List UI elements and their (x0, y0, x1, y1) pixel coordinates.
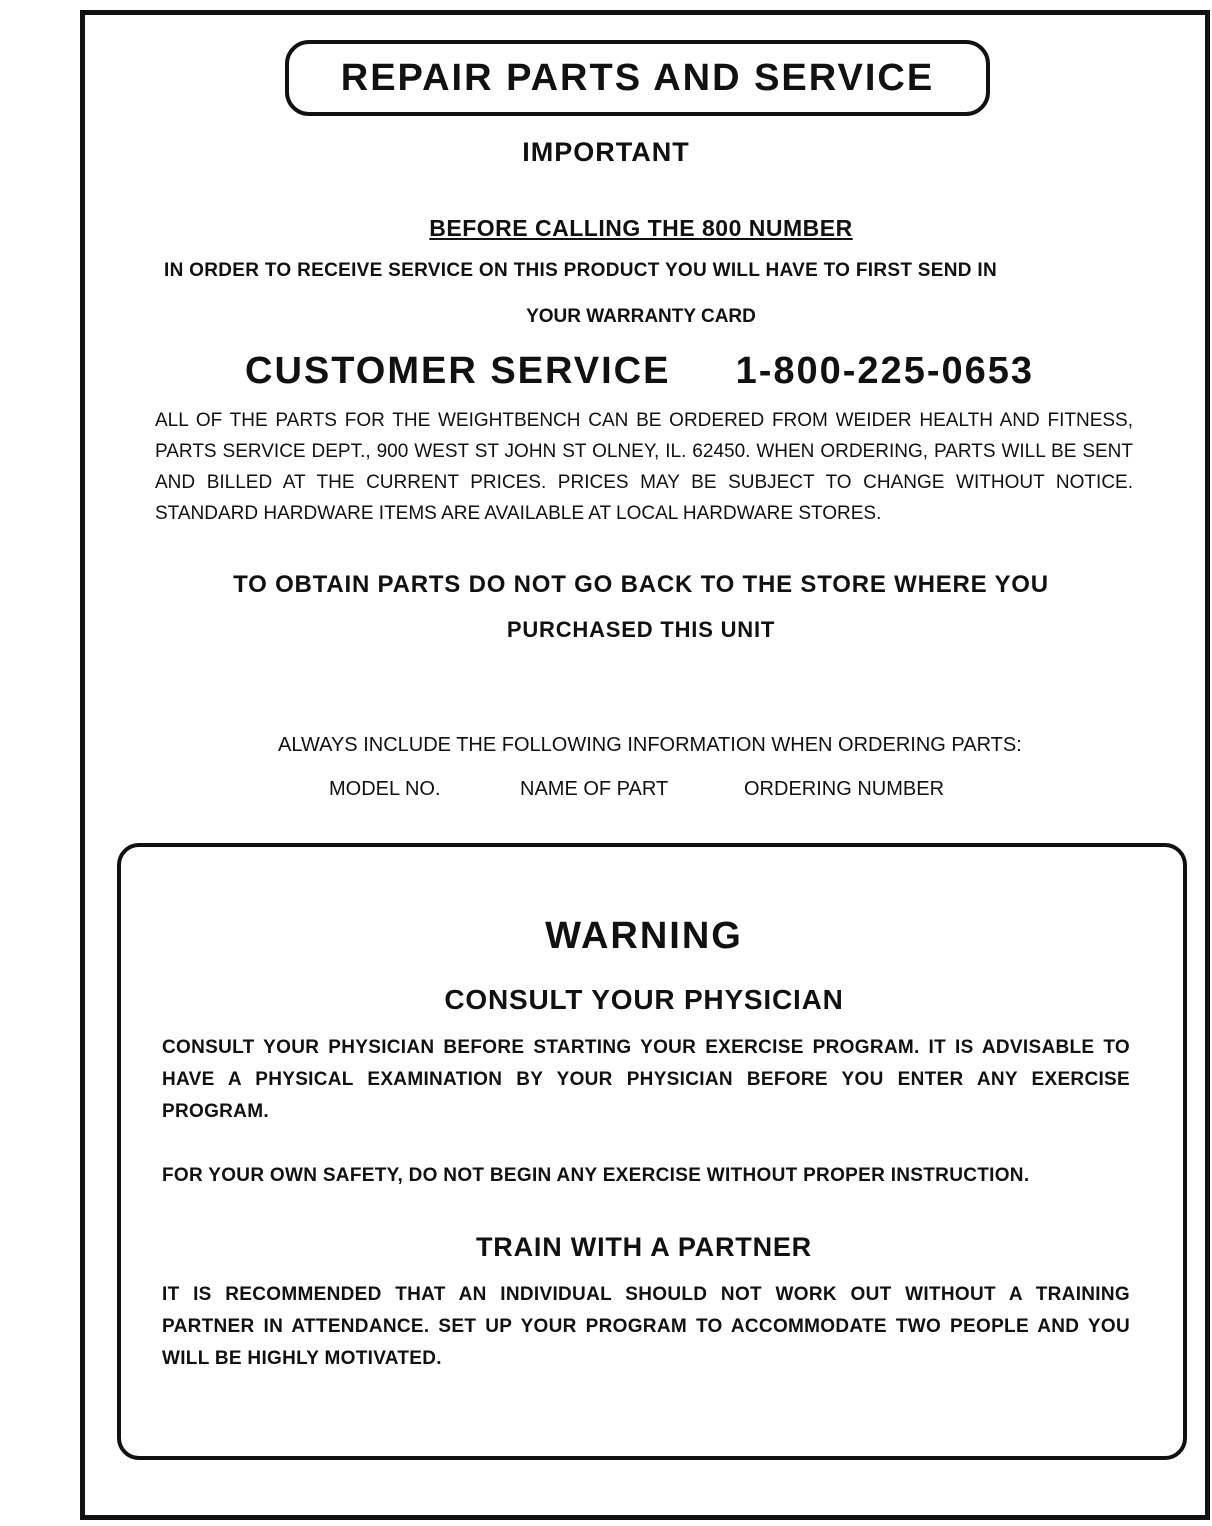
receive-service-line2: YOUR WARRANTY CARD (526, 306, 756, 327)
field-name-of-part: NAME OF PART (520, 778, 669, 800)
parts-ordering-paragraph: ALL OF THE PARTS FOR THE WEIGHTBENCH CAN BE ORDERED FROM WEIDER HEALTH AND FITNESS, PARTS SERVICE DEPT., 900 WEST ST JOHN ST OLNEY, IL. 62450. WHEN ORDERING, PARTS WILL BE SENT AND BILLED AT THE CURRENT PRICES. PRICES MAY BE SUBJECT TO CHANGE WITHOUT NOTICE. STANDARD HARDWARE ITEMS ARE AVAILABLE AT LOCAL HARDWARE STORES. (155, 410, 1133, 524)
always-include-line: ALWAYS INCLUDE THE FOLLOWING INFORMATION WHEN ORDERING PARTS: (278, 734, 1022, 756)
title-box (285, 40, 990, 116)
obtain-parts-line1: TO OBTAIN PARTS DO NOT GO BACK TO THE STORE WHERE YOU (233, 571, 1049, 598)
train-partner-text: IT IS RECOMMENDED THAT AN INDIVIDUAL SHOULD NOT WORK OUT WITHOUT A TRAINING PARTNER IN ATTENDANCE. SET UP YOUR PROGRAM TO ACCOMMODATE TWO PEOPLE AND YOU WILL BE HIGHLY MOTIVATED. (162, 1284, 1130, 1369)
field-ordering-number: ORDERING NUMBER (744, 778, 945, 800)
page-title: REPAIR PARTS AND SERVICE (340, 56, 935, 99)
receive-service-line1: IN ORDER TO RECEIVE SERVICE ON THIS PRODUCT YOU WILL HAVE TO FIRST SEND IN (164, 260, 997, 281)
consult-physician-text: CONSULT YOUR PHYSICIAN BEFORE STARTING YOUR EXERCISE PROGRAM. IT IS ADVISABLE TO HAVE A PHYSICAL EXAMINATION BY YOUR PHYSICIAN BEFORE YOU ENTER ANY EXERCISE PROGRAM. (162, 1037, 1130, 1122)
consult-physician-heading: CONSULT YOUR PHYSICIAN (444, 984, 844, 1015)
train-partner-heading: TRAIN WITH A PARTNER (476, 1232, 812, 1262)
safety-text: FOR YOUR OWN SAFETY, DO NOT BEGIN ANY EXERCISE WITHOUT PROPER INSTRUCTION. (162, 1165, 1030, 1186)
warning-title: WARNING (545, 915, 743, 957)
customer-service-label: CUSTOMER SERVICE (245, 350, 671, 392)
before-calling-heading: BEFORE CALLING THE 800 NUMBER (429, 215, 853, 241)
obtain-parts-line2: PURCHASED THIS UNIT (506, 617, 776, 642)
important-heading: IMPORTANT (522, 137, 690, 167)
customer-service-phone: 1-800-225-0653 (735, 350, 1035, 392)
field-model-no: MODEL NO. (329, 778, 441, 800)
customer-service-line (245, 350, 1034, 393)
